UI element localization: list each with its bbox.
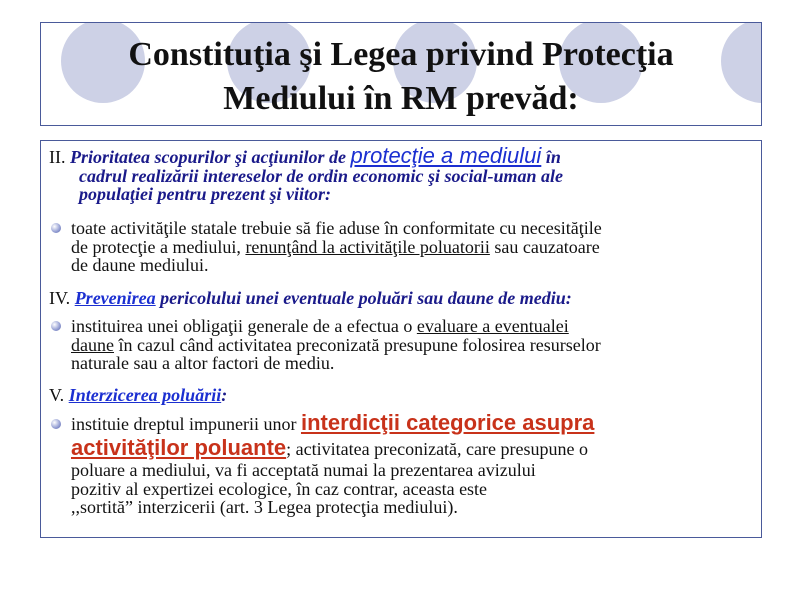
section-2-number: II. (49, 147, 66, 167)
section-4-bullet-line-2 (41, 336, 761, 355)
title-box (40, 22, 762, 126)
section-2-line-2: cadrul realizării intereselor de ordin economic şi social-uman ale (79, 165, 564, 186)
title-line-1: Constituţia şi Legea privind Protecţia (128, 36, 674, 73)
title-line-2: Mediului în RM prevăd: (223, 80, 579, 117)
page-title (41, 33, 761, 121)
section-2-text-a: Prioritatea scopurilor şi acţiunilor de (70, 147, 347, 167)
underlined-phrase: evaluare a eventualei (416, 316, 569, 336)
bullet-text: sau cauzatoare (494, 236, 600, 257)
section-2-bullet-line-2 (41, 238, 761, 257)
underlined-phrase: daune (71, 334, 114, 355)
section-2-bullet-line-1: toate activităţile statale trebuie să fie aduse în conformitate cu necesităţile (71, 218, 602, 238)
section-4-heading (49, 289, 769, 308)
section-4-number: IV. (49, 288, 71, 308)
section-5-bullet-line-3: poluare a mediului, va fi acceptată numai la prezentarea avizului (71, 460, 536, 480)
section-4-bullet (41, 317, 761, 373)
highlighted-phrase: activităţilor poluante (71, 435, 287, 460)
section-5-bullet (41, 411, 761, 517)
section-2-line-3: populaţiei pentru prezent şi viitor: (79, 184, 332, 204)
section-2-heading (49, 143, 769, 204)
section-5-link[interactable]: Interzicerea poluării (68, 385, 222, 405)
section-5-heading (49, 386, 769, 405)
section-2-link[interactable]: protecţie a mediului (350, 143, 542, 168)
section-5-bullet-line-5: ,,sortită” interzicerii (art. 3 Legea protecţia mediului). (71, 497, 458, 517)
highlighted-phrase: interdicţii categorice asupra (300, 410, 595, 435)
bullet-text: ; activitatea preconizată, care presupune o (286, 439, 588, 459)
section-2-bullet-line-3: de daune mediului. (71, 255, 209, 275)
underlined-phrase: renunţând la activităţile poluatorii (245, 236, 490, 257)
section-5-bullet-line-1 (41, 411, 761, 436)
bullet-text: în cazul când activitatea preconizată presupune folosirea resurselor (118, 334, 601, 355)
bullet-text: de protecţie a mediului, (71, 236, 241, 257)
bullet-text: instituirea unei obligaţii generale de a efectua o (71, 316, 413, 336)
section-4-text: pericolului unei eventuale poluări sau daune de mediu: (160, 288, 572, 308)
section-4-bullet-line-1 (41, 317, 761, 336)
section-4-link[interactable]: Prevenirea (74, 288, 156, 308)
section-2-bullet (41, 219, 761, 275)
section-2-text-c: în (545, 147, 561, 167)
section-5-number: V. (49, 385, 65, 405)
section-5-bullet-line-4: pozitiv al expertizei ecologice, în caz contrar, aceasta este (71, 478, 488, 499)
section-5-bullet-line-2 (41, 436, 761, 461)
content-box (40, 140, 762, 538)
bullet-text: instituie dreptul impunerii unor (71, 414, 297, 434)
section-4-bullet-line-3: naturale sau a altor factori de mediu. (71, 353, 335, 373)
section-5-colon: : (221, 385, 228, 405)
